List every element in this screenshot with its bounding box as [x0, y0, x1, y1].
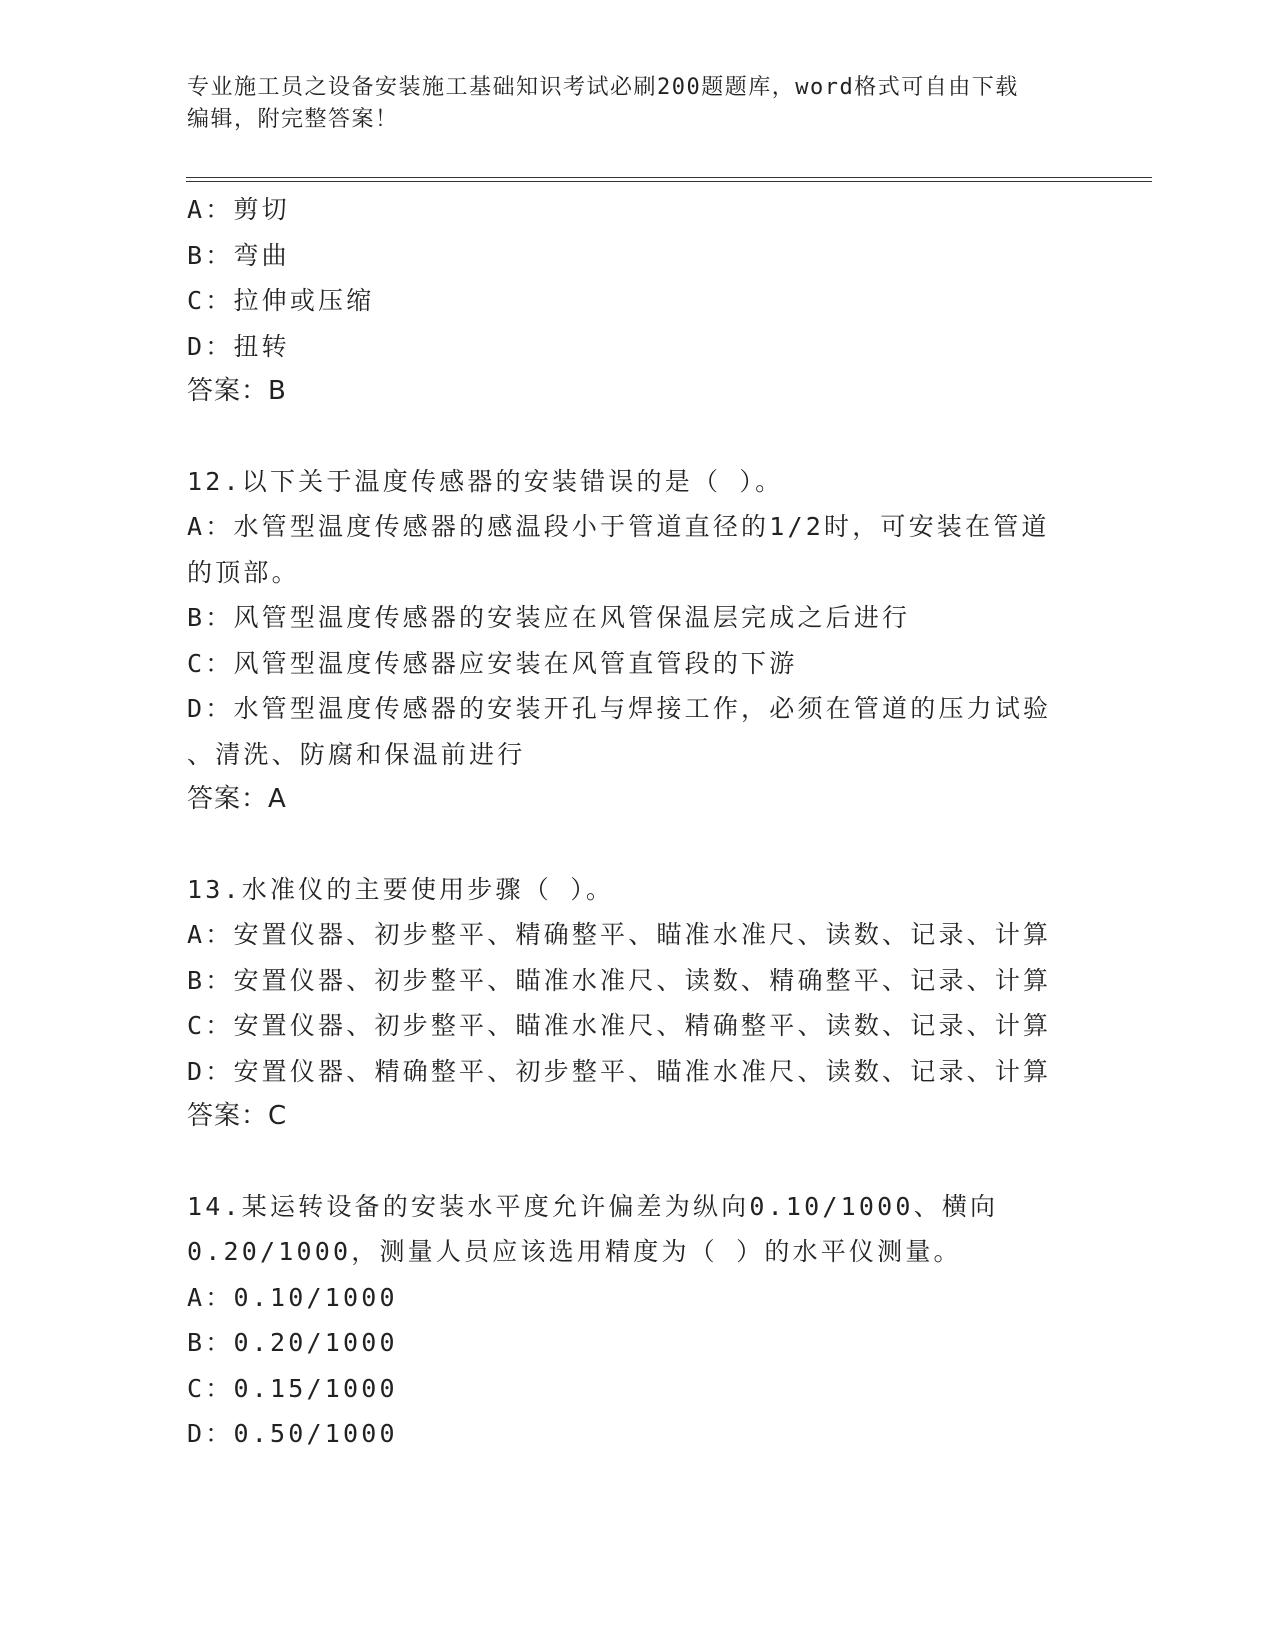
header-title-line-1: 专业施工员之设备安装施工基础知识考试必刷200题题库，word格式可自由下载 [187, 75, 1019, 100]
header-title-line-2: 编辑，附完整答案！ [187, 107, 399, 132]
question-list [187, 187, 1087, 1457]
option-c: C：0.15/1000 [187, 1373, 398, 1403]
option-b: B：安置仪器、初步整平、瞄准水准尺、读数、精确整平、记录、计算 [187, 965, 1052, 995]
option-a-continued: 的顶部。 [187, 557, 300, 587]
question-12 [187, 459, 1087, 823]
option-b: B：风管型温度传感器的安装应在风管保温层完成之后进行 [187, 603, 911, 632]
option-a: A：剪切 [187, 195, 290, 224]
question-stem-continued: 0.20/1000，测量人员应该选用精度为（ ）的水平仪测量。 [187, 1237, 962, 1266]
option-b: B：0.20/1000 [187, 1328, 398, 1357]
question-stem: 13.水准仪的主要使用步骤（ ）。 [187, 874, 615, 904]
option-c: C：拉伸或压缩 [187, 286, 375, 315]
question-14 [187, 1184, 1087, 1457]
option-a: A：安置仪器、初步整平、精确整平、瞄准水准尺、读数、记录、计算 [187, 920, 1052, 949]
option-a: A：水管型温度传感器的感温段小于管道直径的1/2时，可安装在管道 [187, 512, 1050, 541]
question-stem: 12.以下关于温度传感器的安装错误的是（ ）。 [187, 466, 784, 496]
answer: 答案：B [187, 376, 287, 406]
option-c: C：安置仪器、初步整平、瞄准水准尺、精确整平、读数、记录、计算 [187, 1011, 1052, 1040]
option-d: D：0.50/1000 [187, 1419, 398, 1448]
option-d: D：扭转 [187, 331, 290, 361]
header-divider [186, 177, 1152, 178]
question-13 [187, 867, 1087, 1140]
answer: 答案：A [187, 784, 287, 814]
question-stem: 14.某运转设备的安装水平度允许偏差为纵向0.10/1000、横向 [187, 1191, 999, 1221]
option-c: C：风管型温度传感器应安装在风管直管段的下游 [187, 648, 798, 678]
option-d: D：水管型温度传感器的安装开孔与焊接工作，必须在管道的压力试验 [187, 694, 1052, 723]
option-b: B：弯曲 [187, 240, 290, 270]
page-header [187, 72, 1067, 136]
option-d: D：安置仪器、精确整平、初步整平、瞄准水准尺、读数、记录、计算 [187, 1056, 1052, 1086]
answer: 答案：C [187, 1101, 288, 1131]
question-11 [187, 187, 1087, 415]
option-d-continued: 、清洗、防腐和保温前进行 [187, 739, 526, 769]
option-a: A：0.10/1000 [187, 1282, 398, 1312]
